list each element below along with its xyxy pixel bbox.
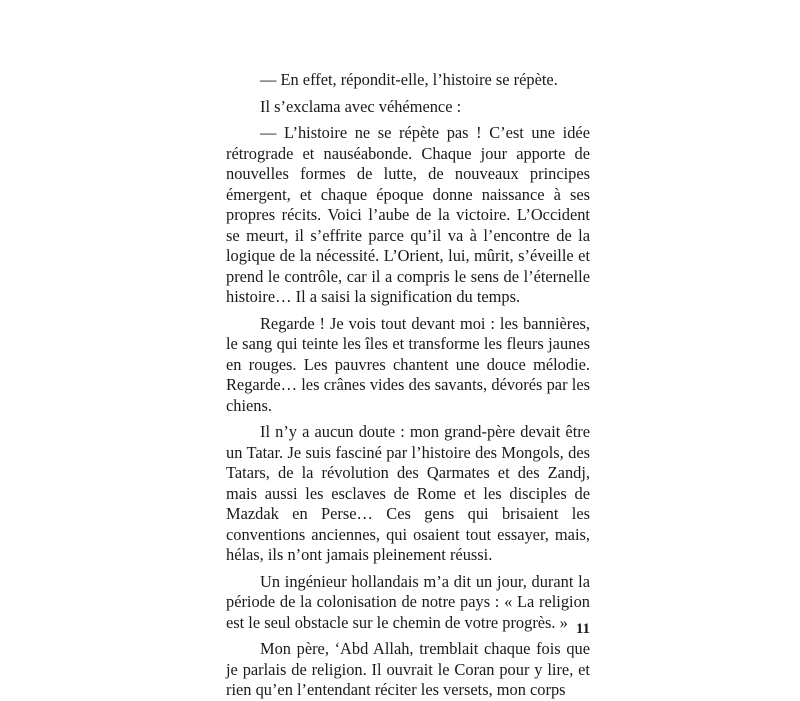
paragraph: — En effet, répondit-elle, l’histoire se répète. — [260, 70, 558, 89]
paragraph: Il n’y a aucun doute : mon grand-père devait être un Tatar. Je suis fasciné par l’histoire des Mongols, des Tatars, de la révolution des Qarmates et des Zandj, mais aussi les esclaves de Rome et les disciples de Mazdak en Perse… Ces gens qui brisaient les conventions anciennes, qui osaient tout essayer, mais, hélas, ils n’ont jamais pleinement réussi. — [226, 422, 590, 564]
body-text — [226, 70, 590, 701]
paragraph: Un ingénieur hollandais m’a dit un jour, durant la période de la colonisation de notre pays : « La religion est le seul obstacle sur le chemin de votre progrès. » — [226, 571, 590, 632]
page-number: 11 — [575, 621, 590, 637]
paragraph: — L’histoire ne se répète pas ! C’est une idée rétrograde et nauséabonde. Chaque jour apporte de nouvelles formes de lutte, de nouveaux principes émergent, et chaque époque donne naissance à ses propres récits. Voici l’aube de la victoire. L’Occident se meurt, il s’effrite parce qu’il va à l’encontre de la logique de la nécessité. L’Orient, lui, mûrit, s’éveille et prend le contrôle, car il a compris le sens de l’éternelle histoire… Il a saisi la signification du temps. — [226, 123, 590, 306]
paragraph: Regarde ! Je vois tout devant moi : les bannières, le sang qui teinte les îles et transforme les fleurs jaunes en rouges. Les pauvres chantent une douce mélodie. Regarde… les crânes vides des savants, dévorés par les chiens. — [226, 313, 590, 415]
paragraph: Il s’exclama avec véhémence : — [260, 96, 462, 116]
paragraph: Mon père, ‘Abd Allah, tremblait chaque fois que je parlais de religion. Il ouvrait le Coran pour y lire, et rien qu’en l’entendant réciter les versets, mon corps — [226, 639, 590, 699]
